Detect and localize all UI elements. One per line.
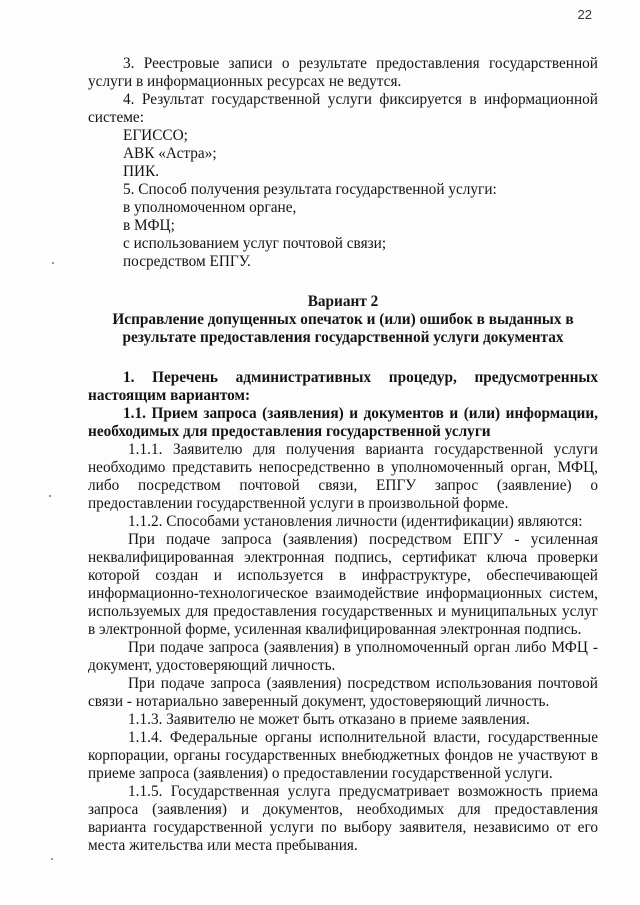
system-item-egisso: ЕГИССО; [123, 127, 188, 144]
way-item-epgu: посредством ЕПГУ. [123, 253, 251, 270]
paragraph-1-1-2-authority: При подаче запроса (заявления) в уполномоченный орган либо МФЦ - документ, удостоверяющий личность. [88, 639, 598, 674]
way-item-post: с использованием услуг почтовой связи; [123, 235, 387, 252]
scan-speck [51, 858, 53, 860]
page-body [88, 55, 598, 855]
paragraph-1-1-5: 1.1.5. Государственная услуга предусматривает возможность приема запроса (заявления) и документов, необходимых для предоставления варианта государственной услуги по выбору заявителя, независимо от его места жительства или места пребывания. [88, 783, 598, 854]
paragraph-1-1-2-epgu: При подаче запроса (заявления) посредством ЕПГУ - усиленная неквалифицированная электронная подпись, сертификат ключа проверки которой создан и используется в инфраструктуре, обеспечивающей информационно-технологическое взаимодействие информационных систем, используемых для предоставления государственных и муниципальных услуг в электронной форме, усиленная квалифицированная электронная подпись. [88, 531, 598, 638]
section-heading-1-1: 1.1. Прием запроса (заявления) и документов и (или) информации, необходимых для предоставления государственной услуги [88, 405, 598, 440]
paragraph-5: 5. Способ получения результата государственной услуги: [123, 181, 497, 198]
paragraph-1-1-3: 1.1.3. Заявителю не может быть отказано в приеме заявления. [128, 711, 530, 728]
system-item-pik: ПИК. [123, 163, 160, 180]
paragraph-4: 4. Результат государственной услуги фиксируется в информационной системе: [88, 91, 598, 126]
scan-speck [52, 262, 54, 264]
paragraph-1-1-4: 1.1.4. Федеральные органы исполнительной власти, государственные корпорации, органы государственных внебюджетных фондов не участвуют в приеме запроса (заявления) о предоставлении государственной услуги. [88, 729, 598, 782]
variant-subtitle: Исправление допущенных опечаток и (или) ошибок в выданных в результате предоставления государственной услуги документах [112, 311, 574, 346]
page-number: 22 [577, 7, 592, 22]
system-item-avk-astra: АВК «Астра»; [123, 145, 217, 162]
paragraph-1-1-2-post: При подаче запроса (заявления) посредством использования почтовой связи - нотариально заверенный документ, удостоверяющий личность. [88, 675, 598, 710]
scan-speck [49, 495, 51, 497]
paragraph-3: 3. Реестровые записи о результате предоставления государственной услуги в информационных ресурсах не ведутся. [88, 55, 598, 90]
variant-title: Вариант 2 [307, 293, 379, 310]
paragraph-1-1-2: 1.1.2. Способами установления личности (идентификации) являются: [128, 513, 583, 530]
way-item-authority: в уполномоченном органе, [123, 199, 297, 216]
way-item-mfc: в МФЦ; [123, 217, 175, 234]
section-heading-1: 1. Перечень административных процедур, предусмотренных настоящим вариантом: [88, 369, 598, 404]
paragraph-1-1-1: 1.1.1. Заявителю для получения варианта государственной услуги необходимо представить непосредственно в уполномоченный орган, МФЦ, либо посредством почтовой связи, ЕПГУ запрос (заявление) о предоставлении государственной услуги в произвольной форме. [88, 441, 598, 512]
